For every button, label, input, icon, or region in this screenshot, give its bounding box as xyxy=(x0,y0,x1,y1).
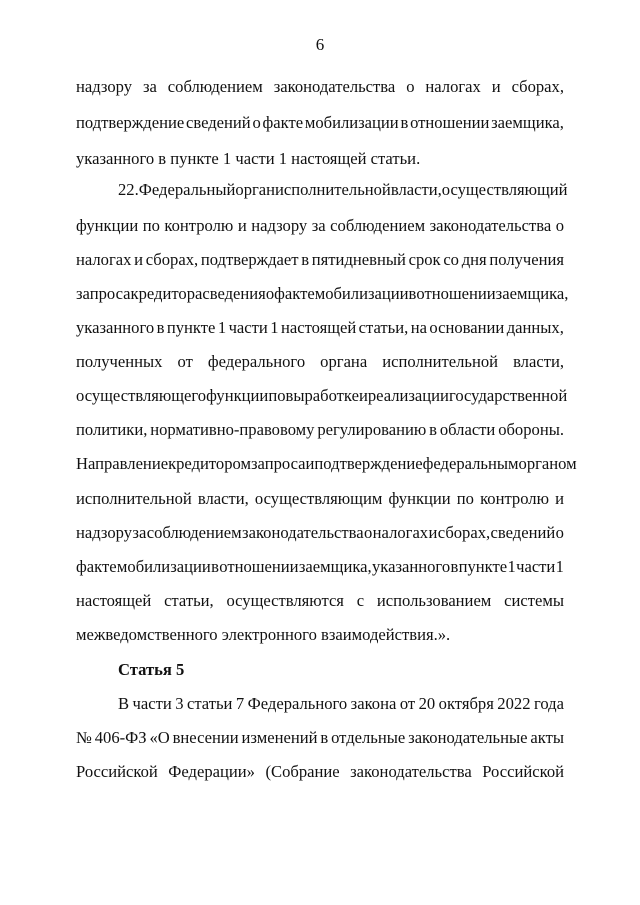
word: в xyxy=(301,250,310,269)
word: за xyxy=(132,523,147,542)
word: заемщика, xyxy=(491,113,564,132)
word: 1 xyxy=(270,318,279,337)
word: налогах xyxy=(425,77,481,96)
word: за xyxy=(311,216,326,235)
word: федеральным xyxy=(422,454,519,473)
word: контролю xyxy=(480,489,549,508)
word: в xyxy=(320,728,329,747)
word: 1 xyxy=(217,318,227,337)
word: настоящей xyxy=(280,318,357,337)
word: полученных xyxy=(76,352,163,371)
word: мобилизации xyxy=(304,113,399,132)
word: обороны. xyxy=(498,420,564,439)
word: системы xyxy=(504,591,564,610)
word: «О xyxy=(149,728,170,747)
word: Федерации» xyxy=(168,762,255,781)
word: осуществляющий xyxy=(441,180,568,199)
word: о xyxy=(265,284,275,303)
word: и xyxy=(555,489,564,508)
word: в xyxy=(156,318,165,337)
word: части xyxy=(516,557,556,576)
word: области xyxy=(439,420,496,439)
word: в xyxy=(400,113,409,132)
word: о xyxy=(555,523,564,542)
word: основании xyxy=(429,318,505,337)
text-line xyxy=(76,250,564,270)
word: осуществляющего xyxy=(76,386,207,405)
word: 7 xyxy=(235,694,245,713)
word: осуществляющим xyxy=(254,489,383,508)
word: функции xyxy=(76,216,139,235)
word: надзору xyxy=(76,523,133,542)
text-line xyxy=(76,216,564,236)
word: государственной xyxy=(448,386,568,405)
word: запроса xyxy=(76,284,131,303)
word: Федеральный xyxy=(138,180,236,199)
word: изменений xyxy=(241,728,318,747)
word: в xyxy=(429,420,437,439)
word: статьи, xyxy=(358,318,409,337)
word: сведения xyxy=(202,284,266,303)
paragraph-first-line xyxy=(118,694,564,714)
word: дня xyxy=(461,250,487,269)
word: пункте xyxy=(458,557,508,576)
word: налогах xyxy=(76,250,132,269)
word: надзору xyxy=(76,77,133,96)
word: исполнительной xyxy=(76,489,192,508)
word: по xyxy=(142,216,160,235)
word: части xyxy=(228,318,268,337)
word: о xyxy=(406,77,415,96)
text-line xyxy=(76,113,564,133)
word: контролю xyxy=(164,216,234,235)
word: политики, xyxy=(76,420,148,439)
word: октября xyxy=(438,694,494,713)
word: исполнительной xyxy=(275,180,391,199)
word: и xyxy=(428,523,438,542)
word: в xyxy=(450,557,459,576)
word: осуществляются xyxy=(226,591,344,610)
word: отношении xyxy=(219,557,299,576)
word: соблюдением xyxy=(330,216,426,235)
word: и xyxy=(134,250,144,269)
word: использованием xyxy=(376,591,492,610)
word: получения xyxy=(489,250,564,269)
word: исполнительной xyxy=(382,352,499,371)
word: акты xyxy=(530,728,564,747)
word: 1 xyxy=(507,557,516,576)
word: регулированию xyxy=(317,420,427,439)
text-line xyxy=(76,557,564,577)
word: 22. xyxy=(118,180,139,199)
word: нормативно-правовому xyxy=(150,420,315,439)
word: и xyxy=(237,216,247,235)
text-line xyxy=(76,523,564,543)
word: отношении xyxy=(416,284,496,303)
word: от xyxy=(399,694,416,713)
word: Российской xyxy=(482,762,564,781)
word: заемщика, xyxy=(495,284,569,303)
word: отношении xyxy=(410,113,490,132)
text-line: указанного в пункте 1 части 1 настоящей статьи. xyxy=(76,149,421,168)
text-line xyxy=(76,489,564,509)
word: года xyxy=(533,694,564,713)
word: в xyxy=(408,284,417,303)
word: сведений xyxy=(490,523,556,542)
word: федерального xyxy=(207,352,306,371)
word: указанного xyxy=(371,557,451,576)
word: надзору xyxy=(251,216,308,235)
word: функции xyxy=(388,489,451,508)
word: власти, xyxy=(513,352,564,371)
word: реализации xyxy=(367,386,449,405)
word: о xyxy=(364,523,373,542)
word: сборах, xyxy=(437,523,491,542)
word: подтверждает xyxy=(200,250,299,269)
word: соблюдением xyxy=(146,523,242,542)
word: запроса xyxy=(251,454,306,473)
word: сборах, xyxy=(511,77,564,96)
text-line xyxy=(76,284,569,304)
word: власти, xyxy=(197,489,249,508)
word: с xyxy=(356,591,365,610)
text-line xyxy=(76,454,577,474)
word: функции xyxy=(206,386,269,405)
word: мобилизации xyxy=(314,284,409,303)
word: сборах, xyxy=(145,250,199,269)
text-line xyxy=(76,762,564,782)
word: пятидневный xyxy=(311,250,406,269)
word: внесении xyxy=(172,728,239,747)
word: на xyxy=(410,318,427,337)
word: выработке xyxy=(285,386,359,405)
word: и xyxy=(358,386,368,405)
word: указанного xyxy=(76,318,155,337)
text-line xyxy=(76,591,564,611)
word: данных, xyxy=(506,318,564,337)
word: части xyxy=(132,694,172,713)
word: (Собрание xyxy=(265,762,340,781)
word: законодательства xyxy=(242,523,364,542)
word: Направление xyxy=(76,454,169,473)
word: 406-ФЗ xyxy=(94,728,147,747)
word: органа xyxy=(320,352,368,371)
word: пункте xyxy=(166,318,216,337)
word: и xyxy=(491,77,501,96)
text-line xyxy=(76,728,564,748)
text-line xyxy=(76,420,564,440)
word: сведений xyxy=(185,113,251,132)
word: в xyxy=(211,557,219,576)
word: и xyxy=(305,454,315,473)
word: соблюдением xyxy=(167,77,263,96)
text-line xyxy=(76,386,568,406)
word: 2022 xyxy=(497,694,531,713)
word: органом xyxy=(518,454,577,473)
word: 3 xyxy=(175,694,184,713)
word: кредитора xyxy=(130,284,203,303)
word: подтверждение xyxy=(314,454,423,473)
text-line: межведомственного электронного взаимодействия.». xyxy=(76,625,451,644)
word: подтверждение xyxy=(76,113,185,132)
word: факте xyxy=(76,557,117,576)
word: 20 xyxy=(418,694,436,713)
word: по xyxy=(456,489,474,508)
article-heading: Статья 5 xyxy=(118,660,185,679)
word: кредитором xyxy=(168,454,251,473)
word: мобилизации xyxy=(116,557,211,576)
word: налогах xyxy=(372,523,429,542)
word: законодательные xyxy=(408,728,528,747)
word: со xyxy=(443,250,459,269)
word: за xyxy=(142,77,157,96)
text-line xyxy=(76,77,564,97)
page-number: 6 xyxy=(315,35,325,54)
word: настоящей xyxy=(76,591,152,610)
word: законодательства xyxy=(429,216,552,235)
word: В xyxy=(118,694,130,713)
text-line xyxy=(76,352,564,372)
word: № xyxy=(76,728,92,747)
word: о xyxy=(555,216,564,235)
word: статьи, xyxy=(164,591,214,610)
word: законодательства xyxy=(350,762,472,781)
word: от xyxy=(177,352,193,371)
word: по xyxy=(268,386,286,405)
word: факте xyxy=(262,113,304,132)
text-line xyxy=(76,318,564,338)
word: 1 xyxy=(555,557,564,576)
word: орган xyxy=(235,180,276,199)
word: Российской xyxy=(76,762,158,781)
word: факте xyxy=(274,284,315,303)
paragraph-first-line xyxy=(118,180,568,200)
word: срок xyxy=(408,250,441,269)
word: законодательства xyxy=(273,77,396,96)
word: о xyxy=(252,113,261,132)
word: отдельные xyxy=(331,728,406,747)
word: статьи xyxy=(186,694,233,713)
word: Федерального xyxy=(247,694,348,713)
word: заемщика, xyxy=(298,557,372,576)
word: закона xyxy=(350,694,397,713)
word: власти, xyxy=(390,180,442,199)
